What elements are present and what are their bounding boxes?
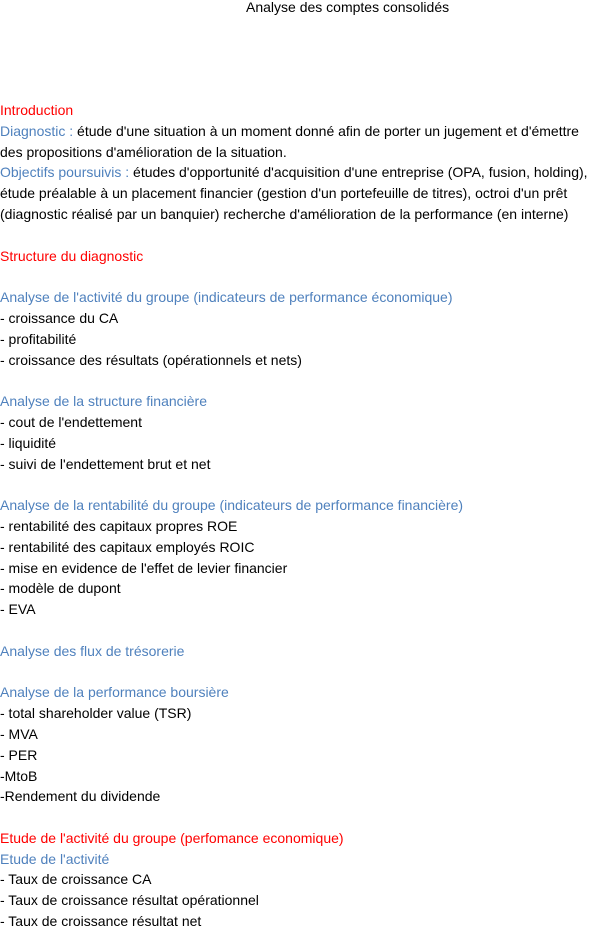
list-item: - Taux de croissance résultat opérationnel — [0, 892, 259, 909]
list-item: -MtoB — [0, 767, 38, 784]
list-item: - rentabilité des capitaux employés ROIC — [0, 538, 255, 555]
section-heading: Analyse de la structure financière — [0, 393, 207, 410]
objectifs-paragraph — [0, 162, 601, 224]
spacer — [0, 266, 601, 287]
spacer — [0, 620, 601, 641]
spacer — [0, 225, 601, 246]
list-item: - suivi de l'endettement brut et net — [0, 455, 211, 472]
list-item: -Rendement du dividende — [0, 788, 161, 805]
list-item: - croissance des résultats (opérationnels et nets) — [0, 351, 302, 368]
document-title: Analyse des comptes consolidés — [246, 0, 450, 15]
objectifs-label: Objectifs poursuivis : — [0, 164, 130, 181]
document-body — [0, 100, 601, 932]
section-heading: Analyse de l'activité du groupe (indicateurs de performance économique) — [0, 289, 453, 306]
diagnostic-paragraph — [0, 121, 601, 163]
structure-heading: Structure du diagnostic — [0, 247, 144, 264]
introduction-heading: Introduction — [0, 102, 74, 118]
diagnostic-text: étude d'une situation à un moment donné afin de porter un jugement et d'émettre des propositions d'amélioration de la situation. — [0, 122, 579, 160]
list-item: - mise en evidence de l'effet de levier financier — [0, 559, 288, 576]
list-item: - total shareholder value (TSR) — [0, 705, 192, 722]
list-item: - profitabilité — [0, 330, 77, 347]
diagnostic-label: Diagnostic : — [0, 122, 74, 139]
list-item: - rentabilité des capitaux propres ROE — [0, 517, 238, 534]
spacer — [0, 370, 601, 391]
spacer — [0, 662, 601, 683]
spacer — [0, 807, 601, 828]
etude-subheading: Etude de l'activité — [0, 850, 110, 867]
list-item: - croissance du CA — [0, 309, 119, 326]
list-item: - Taux de croissance CA — [0, 871, 152, 888]
list-item: - EVA — [0, 601, 36, 618]
section-heading: Analyse de la rentabilité du groupe (indicateurs de performance financière) — [0, 497, 464, 514]
list-item: - modèle de dupont — [0, 580, 121, 597]
list-item: - liquidité — [0, 434, 57, 451]
spacer — [0, 474, 601, 495]
section-heading: Analyse de la performance boursière — [0, 684, 229, 701]
list-item: - MVA — [0, 725, 38, 742]
etude-heading: Etude de l'activité du groupe (perfomance economique) — [0, 829, 344, 846]
list-item: - PER — [0, 746, 38, 763]
objectifs-text: études d'opportunité d'acquisition d'une entreprise (OPA, fusion, holding), étude préalable à un placement financier (gestion d'un portefeuille de titres), octroi d'un prêt (diagnostic réalisé par un banquier) recherche d'amélioration de la performance (en interne) — [0, 164, 588, 222]
section-heading: Analyse des flux de trésorerie — [0, 642, 185, 659]
list-item: - Taux de croissance résultat net — [0, 913, 202, 930]
list-item: - cout de l'endettement — [0, 413, 142, 430]
